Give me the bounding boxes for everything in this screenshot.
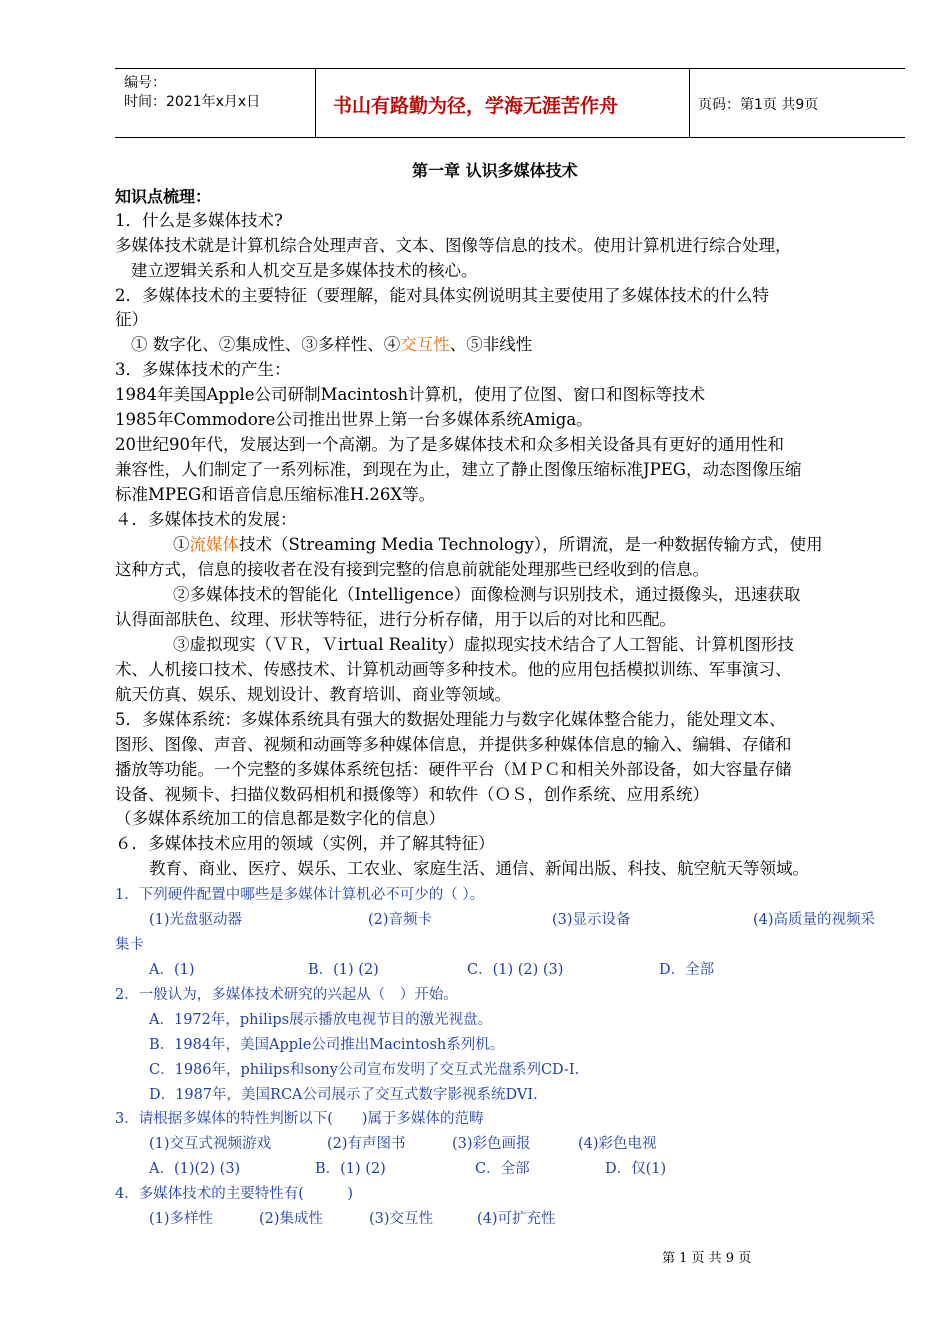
answer-choice: B．1984年，美国Apple公司推出Macintosh系列机。 bbox=[149, 1037, 505, 1053]
bullet-text: ① bbox=[173, 535, 190, 554]
question-option: (4)高质量的视频采 bbox=[753, 912, 876, 928]
question-option: (4)彩色电视 bbox=[578, 1136, 657, 1152]
header-page-number: 页码：第1页 共9页 bbox=[698, 97, 819, 113]
text-line: 术、人机接口技术、传感技术、计算机动画等多种技术。他的应用包括模拟训练、军事演习、 bbox=[115, 660, 792, 679]
text-line: 征） bbox=[115, 310, 148, 329]
header-date-label: 时间：2021年x月x日 bbox=[124, 94, 261, 110]
text-line: ６．多媒体技术应用的领域（实例，并了解其特征） bbox=[115, 834, 495, 853]
question-option: (1)多样性 bbox=[149, 1211, 214, 1227]
header-motto-cell bbox=[316, 69, 690, 137]
question-option: 集卡 bbox=[115, 937, 144, 953]
page-footer: 第 1 页 共 9 页 bbox=[662, 1251, 752, 1266]
feature-list-line bbox=[131, 334, 532, 356]
answer-choice: C．全部 bbox=[475, 1161, 530, 1177]
question-1: 1．下列硬件配置中哪些是多媒体计算机必不可少的（ ）。 bbox=[115, 887, 485, 903]
text-line: 1．什么是多媒体技术? bbox=[115, 211, 283, 230]
section-heading: 知识点梳理： bbox=[115, 187, 212, 206]
chapter-title: 第一章 认识多媒体技术 bbox=[412, 161, 578, 180]
text-line: 20世纪90年代，发展达到一个高潮。为了是多媒体技术和众多相关设备具有更好的通用性和 bbox=[115, 435, 784, 454]
question-option: (2)音频卡 bbox=[368, 912, 433, 928]
text-line: 2．多媒体技术的主要特征（要理解，能对具体实例说明其主要使用了多媒体技术的什么特 bbox=[115, 286, 769, 305]
header-info-cell bbox=[115, 69, 316, 137]
header-page-cell bbox=[690, 69, 905, 137]
question-3: 3．请根据多媒体的特性判断以下( )属于多媒体的范畴 bbox=[115, 1111, 484, 1127]
highlight-interactivity: 交互性 bbox=[400, 335, 450, 354]
text-line: 5．多媒体系统：多媒体系统具有强大的数据处理能力与数字化媒体整合能力，能处理文本、 bbox=[115, 710, 786, 729]
answer-choice: B．(1) (2) bbox=[308, 962, 379, 978]
text-line: 兼容性，人们制定了一系列标准，到现在为止，建立了静止图像压缩标准JPEG，动态图像压缩 bbox=[115, 460, 802, 479]
answer-choice: A．(1) bbox=[149, 962, 195, 978]
streaming-media-line bbox=[173, 534, 823, 556]
question-option: (1)光盘驱动器 bbox=[149, 912, 243, 928]
answer-choice: D．仅(1) bbox=[605, 1161, 667, 1177]
text-line: 航天仿真、娱乐、规划设计、教育培训、商业等领域。 bbox=[115, 685, 511, 704]
text-line: 播放等功能。一个完整的多媒体系统包括：硬件平台（ＭＰＣ和相关外部设备，如大容量存储 bbox=[115, 760, 792, 779]
question-option: (2)集成性 bbox=[259, 1211, 324, 1227]
text-line: ②多媒体技术的智能化（Intelligence）面像检测与识别技术，通过摄像头，迅速获取 bbox=[173, 585, 801, 604]
answer-choice: D．全部 bbox=[659, 962, 715, 978]
text-line: 3．多媒体技术的产生： bbox=[115, 360, 291, 379]
question-option: (4)可扩充性 bbox=[477, 1211, 556, 1227]
text-line: 建立逻辑关系和人机交互是多媒体技术的核心。 bbox=[131, 261, 478, 280]
header-motto: 书山有路勤为径，学海无涯苦作舟 bbox=[333, 95, 619, 117]
text-line: （多媒体系统加工的信息都是数字化的信息） bbox=[115, 809, 445, 828]
answer-choice: C．1986年，philips和sony公司宣布发明了交互式光盘系列CD-I. bbox=[149, 1062, 580, 1078]
text-line: 1984年美国Apple公司研制Macintosh计算机，使用了位图、窗口和图标等技术 bbox=[115, 385, 706, 404]
question-option: (1)交互式视频游戏 bbox=[149, 1136, 272, 1152]
highlight-streaming-media: 流媒体 bbox=[189, 535, 239, 554]
answer-choice: D．1987年，美国RCA公司展示了交互式数字影视系统DVI. bbox=[149, 1087, 538, 1103]
streaming-text: 技术（Streaming Media Technology），所谓流，是一种数据传输方式，使用 bbox=[239, 535, 823, 554]
answer-choice: C．(1) (2) (3) bbox=[467, 962, 564, 978]
text-line: 认得面部肤色、纹理、形状等特征，进行分析存储，用于以后的对比和匹配。 bbox=[115, 610, 676, 629]
text-line: 设备、视频卡、扫描仪数码相机和摄像等）和软件（ＯＳ，创作系统、应用系统） bbox=[115, 785, 709, 804]
text-line: ４．多媒体技术的发展： bbox=[115, 510, 297, 529]
text-line: 1985年Commodore公司推出世界上第一台多媒体系统Amiga。 bbox=[115, 410, 593, 429]
feature-list-text: ① 数字化、②集成性、③多样性、④ bbox=[131, 335, 401, 354]
text-line: 这种方式，信息的接收者在没有接到完整的信息前就能处理那些已经收到的信息。 bbox=[115, 560, 709, 579]
question-option: (3)彩色画报 bbox=[452, 1136, 531, 1152]
text-line: 多媒体技术就是计算机综合处理声音、文本、图像等信息的技术。使用计算机进行综合处理， bbox=[115, 236, 792, 255]
feature-list-text: 、⑤非线性 bbox=[449, 335, 533, 354]
question-option: (3)显示设备 bbox=[552, 912, 631, 928]
answer-choice: A．1972年，philips展示播放电视节目的激光视盘。 bbox=[149, 1012, 493, 1028]
question-2: 2．一般认为，多媒体技术研究的兴起从（ ）开始。 bbox=[115, 987, 458, 1003]
text-line: 标准MPEG和语音信息压缩标准H.26X等。 bbox=[115, 485, 436, 504]
question-4: 4．多媒体技术的主要特性有( ) bbox=[115, 1186, 354, 1202]
answer-choice: A．(1)(2) (3) bbox=[149, 1161, 241, 1177]
answer-choice: B．(1) (2) bbox=[315, 1161, 386, 1177]
question-option: (2)有声图书 bbox=[327, 1136, 406, 1152]
page-header bbox=[115, 68, 905, 138]
text-line: 教育、商业、医疗、娱乐、工农业、家庭生活、通信、新闻出版、科技、航空航天等领域。 bbox=[149, 859, 809, 878]
header-number-label: 编号： bbox=[124, 75, 166, 91]
question-option: (3)交互性 bbox=[369, 1211, 434, 1227]
text-line: ③虚拟现实（ＶＲ，Ｖirtual Reality）虚拟现实技术结合了人工智能、计算机图形技 bbox=[173, 635, 794, 654]
text-line: 图形、图像、声音、视频和动画等多种媒体信息，并提供多种媒体信息的输入、编辑、存储和 bbox=[115, 735, 792, 754]
